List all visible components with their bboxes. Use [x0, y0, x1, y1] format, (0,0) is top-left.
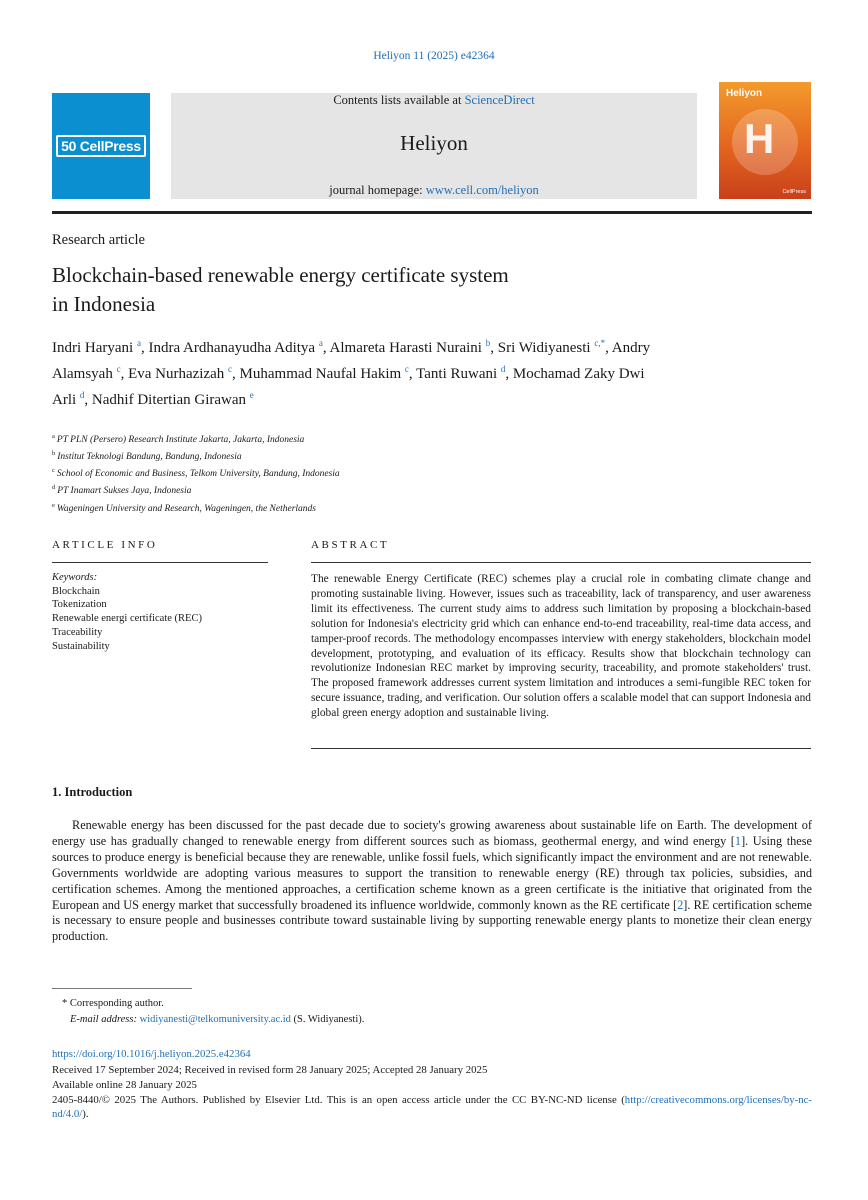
affiliation-text: Institut Teknologi Bandung, Bandung, Indonesia	[57, 452, 242, 463]
affiliation	[52, 499, 340, 516]
affiliation-text: PT Inamart Sukses Jaya, Indonesia	[57, 486, 192, 497]
author-separator: ,	[490, 340, 498, 356]
affiliation	[52, 447, 340, 464]
affiliation-text: PT PLN (Persero) Research Institute Jakarta, Jakarta, Indonesia	[56, 435, 305, 446]
license-link[interactable]: http://creativecommons.org/licenses/by-nc-nd/4.0/	[52, 1094, 812, 1120]
keyword: Traceability	[52, 626, 103, 638]
keywords-label: Keywords:	[52, 572, 98, 583]
author-name[interactable]: Andry Alamsyah	[52, 340, 651, 382]
title-line-2: in Indonesia	[52, 292, 156, 316]
author-affiliation-marker[interactable]: d	[500, 364, 506, 374]
affiliation-marker: c	[52, 467, 55, 475]
author-name[interactable]: Mochamad Zaky Dwi Arli	[52, 366, 645, 408]
author-affiliation-marker[interactable]: c	[228, 364, 233, 374]
author-separator: ,	[120, 366, 129, 382]
email-suffix: (S. Widiyanesti).	[290, 1014, 365, 1025]
footnote-divider	[52, 988, 192, 989]
abstract-rule-top	[311, 562, 811, 563]
affiliation-list	[52, 430, 340, 516]
affiliation	[52, 481, 340, 498]
article-title	[52, 261, 632, 319]
author-separator: ,	[605, 340, 612, 356]
affiliation-text: Wageningen University and Research, Wageningen, the Netherlands	[56, 503, 316, 514]
author-affiliation-marker[interactable]: e	[249, 390, 254, 400]
author-name[interactable]: Almareta Harasti Nuraini	[329, 340, 482, 356]
journal-banner	[171, 93, 697, 199]
reference-link-1[interactable]: 1	[734, 833, 742, 848]
contents-prefix: Contents lists available at	[333, 93, 465, 107]
cellpress-logo[interactable]	[52, 93, 150, 199]
email-label: E-mail address:	[70, 1014, 140, 1025]
author-affiliation-marker[interactable]: a	[318, 338, 323, 348]
cellpress-logo-text: 50 CellPress	[56, 135, 146, 157]
author-name[interactable]: Indra Ardhanayudha Aditya	[148, 340, 316, 356]
author-separator: ,	[505, 366, 513, 382]
article-info-heading: ARTICLE INFO	[52, 539, 158, 551]
article-type: Research article	[52, 232, 145, 248]
author-name[interactable]: Tanti Ruwani	[416, 366, 498, 382]
keyword: Tokenization	[52, 599, 107, 611]
intro-text-2: ]. Using these sources to produce energy is beneficial because they are renewable, unlike fossil fuels, which significantly impact the environment and are not renewable. Governments worldwide are adopting various measures to support the transition to renewable energy (RE) through tax policies, subsidies, and certification schemes. Among the mentioned approaches, a certification scheme known as a green certificate is the initiative that originated from the European and US energy market that successfully broadened its influence worldwide, commonly known as the RE certificate [	[52, 833, 812, 912]
keyword: Renewable energi certificate (REC)	[52, 613, 202, 625]
doi-link[interactable]: https://doi.org/10.1016/j.heliyon.2025.e42364	[52, 1048, 251, 1060]
corresponding-author-note: * Corresponding author.	[62, 998, 164, 1009]
header-divider	[52, 211, 812, 214]
author-affiliation-marker[interactable]: c,*	[594, 338, 606, 348]
journal-homepage-link[interactable]: www.cell.com/heliyon	[425, 183, 539, 197]
license-end: ).	[82, 1108, 89, 1120]
article-info-rule	[52, 562, 268, 563]
email-note	[70, 1014, 364, 1025]
author-list	[52, 333, 652, 411]
reference-link-2[interactable]: 2	[677, 897, 684, 912]
author-name[interactable]: Sri Widiyanesti	[497, 340, 591, 356]
license-text: 2405-8440/© 2025 The Authors. Published by Elsevier Ltd. This is an open access article under the CC BY-NC-ND license (	[52, 1094, 625, 1106]
journal-name: Heliyon	[400, 131, 468, 155]
homepage-prefix: journal homepage:	[329, 183, 426, 197]
author-separator: ,	[408, 366, 417, 382]
author-separator: ,	[322, 340, 330, 356]
author-name[interactable]: Muhammad Naufal Hakim	[239, 366, 402, 382]
keywords-block	[52, 571, 202, 653]
author-separator: ,	[140, 340, 149, 356]
contents-line	[171, 93, 697, 108]
affiliation	[52, 464, 340, 481]
cover-title: Heliyon	[726, 88, 763, 99]
author-name[interactable]: Nadhif Ditertian Girawan	[91, 392, 247, 408]
affiliation	[52, 430, 340, 447]
affiliation-marker: b	[52, 450, 56, 458]
abstract-heading: ABSTRACT	[311, 539, 390, 551]
available-online: Available online 28 January 2025	[52, 1079, 197, 1091]
cover-letter: H	[744, 115, 775, 162]
intro-text-1: Renewable energy has been discussed for the past decade due to society's growing awareness about sustainable life on Earth. The development of energy use has gradually changed to renewable energy from different sources such as biomass, geothermal energy, and wind energy [	[52, 818, 812, 848]
affiliation-marker: e	[52, 501, 55, 509]
affiliation-text: School of Economic and Business, Telkom University, Bandung, Indonesia	[56, 469, 340, 480]
author-affiliation-marker[interactable]: c	[404, 364, 409, 374]
author-affiliation-marker[interactable]: d	[79, 390, 85, 400]
author-separator: ,	[84, 392, 92, 408]
journal-citation[interactable]: Heliyon 11 (2025) e42364	[373, 50, 495, 62]
received-dates: Received 17 September 2024; Received in revised form 28 January 2025; Accepted 28 January 2025	[52, 1064, 488, 1076]
abstract-text: The renewable Energy Certificate (REC) schemes play a crucial role in combating climate change and promoting sustainable living. However, issues such as traceability, lack of transparency, and user awareness limit its effectiveness. The current study aims to address such limitation by proposing a blockchain-based solution for Indonesia's electricity grid which can enhance end-to-end traceability, real-time data access, and tamper-proof records. The methodology encompasses interview with energy stakeholders, blockchain model development, prototyping, and evaluation of its efficacy. Results show that blockchain technology can revolutionize Indonesian REC market by improving security, traceability, and promote stakeholders' trust. The proposed framework addresses current system limitation and introduces a semi-fungible REC token for secure issuance, trading, and verification. Our solution offers a scalable model that can support Indonesia and global green energy adoption and sustainable living.	[311, 573, 811, 720]
author-affiliation-marker[interactable]: a	[136, 338, 141, 348]
author-name[interactable]: Indri Haryani	[52, 340, 134, 356]
keyword: Blockchain	[52, 585, 100, 597]
journal-cover-image[interactable]	[719, 82, 811, 199]
email-link[interactable]: widiyanesti@telkomuniversity.ac.id	[139, 1014, 291, 1025]
sciencedirect-link[interactable]: ScienceDirect	[464, 93, 535, 107]
section-heading-introduction: 1. Introduction	[52, 785, 133, 799]
introduction-paragraph	[52, 818, 812, 945]
affiliation-marker: a	[52, 433, 55, 440]
title-line-1: Blockchain-based renewable energy certificate system	[52, 263, 509, 287]
abstract-rule-bottom	[311, 748, 811, 749]
cover-publisher: CellPress	[782, 189, 806, 195]
author-affiliation-marker[interactable]: c	[116, 364, 121, 374]
intro-text-3: ]. RE certification scheme is necessary to ensure people and businesses contribute toward sustainable living by supporting renewable energy plants to monetize their clean energy production.	[52, 897, 812, 944]
homepage-line	[171, 183, 697, 198]
keyword: Sustainability	[52, 640, 110, 652]
affiliation-marker: d	[52, 484, 56, 492]
license-statement	[52, 1093, 812, 1121]
author-name[interactable]: Eva Nurhazizah	[128, 366, 225, 382]
author-affiliation-marker[interactable]: b	[485, 338, 491, 348]
author-separator: ,	[232, 366, 240, 382]
